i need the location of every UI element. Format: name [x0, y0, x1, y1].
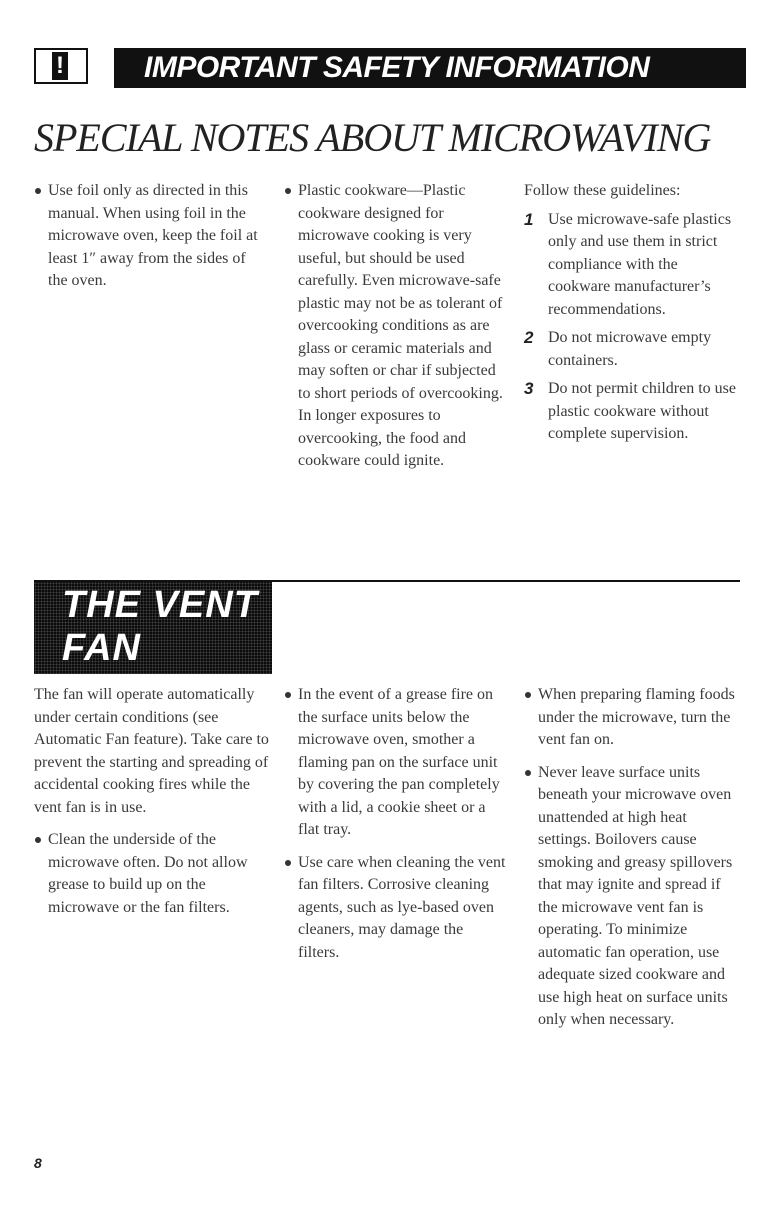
- plastic-note-text: Plastic cookware—Plastic cookware designed for microwave cooking is very useful, but should be used carefully. Even microwave-safe plastic may not be as tolerant of overcooking conditions as are glass or ceramic materials and may soften or char if subjected to short periods of overcooking. In longer exposures to overcooking, the food and cookware could ignite.: [298, 182, 503, 469]
- bullet-icon: [35, 837, 41, 843]
- guideline-number: 2: [524, 328, 534, 347]
- bullet-icon: [285, 860, 291, 866]
- bullet-icon: [285, 692, 291, 698]
- guideline-number: 1: [524, 209, 534, 229]
- alert-icon: [34, 48, 88, 84]
- bullet-icon: [525, 770, 531, 776]
- vent-note-text: When preparing flaming foods under the microwave, turn the vent fan on.: [538, 686, 735, 748]
- guideline-text: Use microwave-safe plastics only and use them in strict compliance with the cookware manufacturer’s recommendations.: [548, 210, 732, 318]
- safety-header: [34, 48, 746, 88]
- vent-note-text: Use care when cleaning the vent fan filters. Corrosive cleaning agents, such as lye-based oven cleaners, may damage the filters.: [298, 853, 506, 961]
- guideline-item: [524, 327, 742, 372]
- bullet-icon: [525, 692, 531, 698]
- vent-note-text: In the event of a grease fire on the surface units below the microwave oven, smother a flaming pan on the surface unit by covering the pan completely with a lid, a cookie sheet or a flat tray.: [298, 686, 500, 838]
- vent-note-text: Never leave surface units beneath your microwave oven unattended at high heat settings. Boilovers cause smoking and greasy spillovers that may ignite and spread if the microwave vent fan is operating. To minimize automatic fan operation, use adequate sized cookware and use high heat on surface units only when necessary.: [538, 763, 733, 1028]
- vent-fan-heading-block: [34, 582, 272, 674]
- guideline-text: Do not permit children to use plastic cookware without complete supervision.: [548, 380, 736, 442]
- guidelines-intro: Follow these guidelines:: [524, 182, 681, 199]
- microwaving-title: SPECIAL NOTES ABOUT MICROWAVING: [34, 115, 711, 160]
- vent-intro: The fan will operate automatically under certain conditions (see Automatic Fan feature). Take care to prevent the starting and spreading of accidental cooking fires while the vent fan is in use.: [34, 686, 269, 816]
- guideline-number: 3: [524, 379, 534, 398]
- bullet-icon: [285, 188, 291, 194]
- alert-symbol: !: [52, 52, 68, 80]
- banner-title: IMPORTANT SAFETY INFORMATION: [144, 51, 650, 84]
- vent-note: [284, 684, 506, 842]
- foil-column: [34, 180, 264, 293]
- vent-note: [284, 852, 506, 965]
- vent-column-1: [34, 684, 270, 919]
- vent-note: [34, 829, 270, 919]
- guideline-item: [524, 378, 742, 446]
- vent-note: [524, 684, 742, 752]
- foil-note: [34, 180, 264, 293]
- guidelines-column: [524, 180, 742, 446]
- foil-note-text: Use foil only as directed in this manual. When using foil in the microwave oven, keep the foil at least 1″ away from the sides of the oven.: [48, 182, 258, 289]
- guideline-item: [524, 209, 742, 322]
- bullet-icon: [35, 188, 41, 194]
- vent-note-text: Clean the underside of the microwave often. Do not allow grease to build up on the microwave or the fan filters.: [48, 831, 248, 916]
- page-number: 8: [34, 1155, 42, 1171]
- vent-title-line2: FAN: [62, 627, 141, 669]
- plastic-column: [284, 180, 506, 473]
- vent-fan-title: [62, 584, 258, 670]
- vent-note: [524, 762, 742, 1032]
- vent-title-line1: THE VENT: [62, 584, 258, 626]
- guideline-text: Do not microwave empty containers.: [548, 329, 712, 369]
- vent-column-3: [524, 684, 742, 1032]
- plastic-note: [284, 180, 506, 473]
- vent-column-2: [284, 684, 506, 964]
- safety-banner: [114, 48, 746, 88]
